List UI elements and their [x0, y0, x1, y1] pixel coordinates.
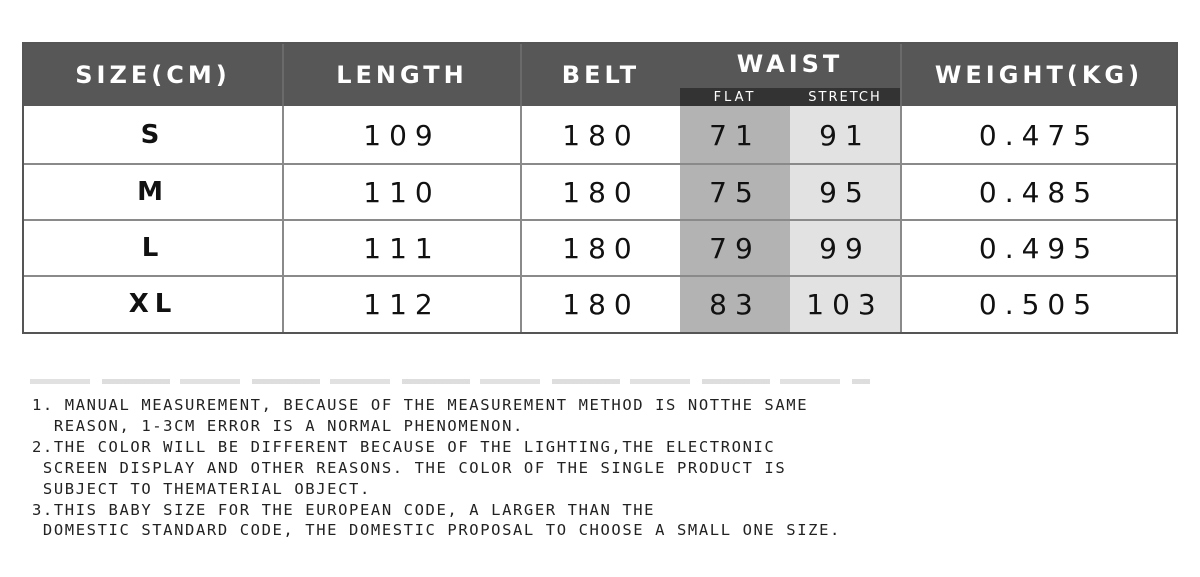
weight-cell: 0.475	[978, 118, 1100, 152]
header-waist-stretch: STRETCH	[790, 88, 900, 106]
note-line: SUBJECT TO THEMATERIAL OBJECT.	[32, 479, 371, 498]
belt-cell: 180	[562, 231, 640, 265]
size-chart-table	[22, 42, 1178, 334]
table-row	[24, 106, 1176, 164]
note-line: 3.THIS BABY SIZE FOR THE EUROPEAN CODE, A LARGER THAN THE	[32, 500, 656, 519]
note-line: REASON, 1-3CM ERROR IS A NORMAL PHENOMENON.	[32, 416, 524, 435]
size-cell: XL	[128, 289, 178, 319]
belt-cell: 180	[562, 175, 640, 209]
notes-block	[32, 395, 1032, 541]
row-divider	[24, 163, 1176, 165]
column-divider	[520, 106, 522, 332]
waist-flat-cell: 83	[709, 287, 761, 321]
faded-divider	[30, 379, 870, 384]
length-cell: 110	[363, 175, 441, 209]
column-divider	[900, 106, 902, 332]
waist-flat-cell: 79	[709, 231, 761, 265]
note-line: DOMESTIC STANDARD CODE, THE DOMESTIC PROPOSAL TO CHOOSE A SMALL ONE SIZE.	[32, 521, 841, 540]
waist-stretch-cell: 103	[806, 287, 884, 321]
length-cell: 111	[363, 231, 441, 265]
size-cell: L	[141, 233, 165, 263]
length-cell: 112	[363, 287, 441, 321]
belt-cell: 180	[562, 287, 640, 321]
size-cell: M	[137, 177, 169, 207]
column-divider	[282, 106, 284, 332]
header-weight: WEIGHT(KG)	[934, 61, 1144, 89]
table-header	[24, 44, 1176, 106]
waist-flat-cell: 75	[709, 175, 761, 209]
length-cell: 109	[363, 118, 441, 152]
header-belt: BELT	[561, 61, 641, 89]
waist-stretch-cell: 99	[819, 231, 871, 265]
waist-stretch-cell: 91	[819, 118, 871, 152]
note-line: 1. MANUAL MEASUREMENT, BECAUSE OF THE MEASUREMENT METHOD IS NOTTHE SAME	[32, 396, 809, 414]
header-waist: WAIST	[736, 50, 844, 78]
table-row	[24, 276, 1176, 332]
table-row	[24, 220, 1176, 276]
belt-cell: 180	[562, 118, 640, 152]
weight-cell: 0.485	[978, 175, 1100, 209]
weight-cell: 0.495	[978, 231, 1100, 265]
row-divider	[24, 275, 1176, 277]
row-divider	[24, 219, 1176, 221]
header-waist-flat: FLAT	[680, 88, 790, 106]
waist-stretch-cell: 95	[819, 175, 871, 209]
waist-flat-cell: 71	[709, 118, 761, 152]
table-row	[24, 164, 1176, 220]
header-size: SIZE(CM)	[75, 61, 231, 89]
header-length: LENGTH	[336, 61, 468, 89]
note-line: SCREEN DISPLAY AND OTHER REASONS. THE COLOR OF THE SINGLE PRODUCT IS	[32, 458, 787, 477]
weight-cell: 0.505	[978, 287, 1100, 321]
note-line: 2.THE COLOR WILL BE DIFFERENT BECAUSE OF THE LIGHTING,THE ELECTRONIC	[32, 437, 776, 456]
size-cell: S	[140, 120, 166, 150]
